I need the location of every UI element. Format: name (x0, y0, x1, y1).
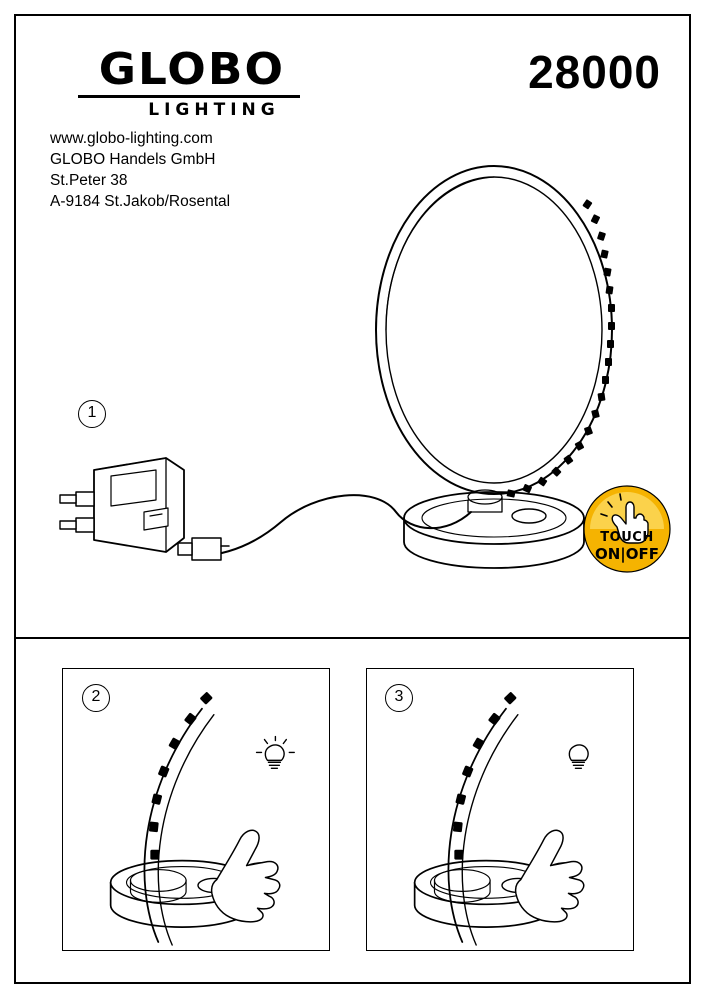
brand-subtitle: LIGHTING (148, 100, 280, 120)
brand-logo (58, 44, 318, 120)
step-3-illustration (367, 669, 633, 950)
touch-label: TOUCH (600, 530, 654, 545)
touch-badge-graphic (583, 485, 671, 573)
model-number: 28000 (528, 46, 661, 98)
step-3-panel (366, 668, 634, 951)
step-number-3: 3 (385, 684, 413, 712)
touch-onoff-badge (583, 485, 671, 573)
section-divider (16, 637, 691, 639)
company-city: A-9184 St.Jakob/Rosental (50, 193, 231, 210)
onoff-label: ON|OFF (594, 545, 660, 563)
brand-underline (78, 95, 300, 98)
company-name: GLOBO Handels GmbH (50, 151, 216, 168)
lamp-on-icon (257, 737, 295, 769)
step-2-panel (62, 668, 330, 951)
step-number-1: 1 (78, 400, 106, 428)
company-street: St.Peter 38 (50, 172, 128, 189)
brand-name: GLOBO (98, 44, 286, 95)
company-website: www.globo-lighting.com (50, 130, 213, 147)
step-2-illustration (63, 669, 329, 950)
lamp-off-icon (569, 745, 588, 768)
step-number-2: 2 (82, 684, 110, 712)
